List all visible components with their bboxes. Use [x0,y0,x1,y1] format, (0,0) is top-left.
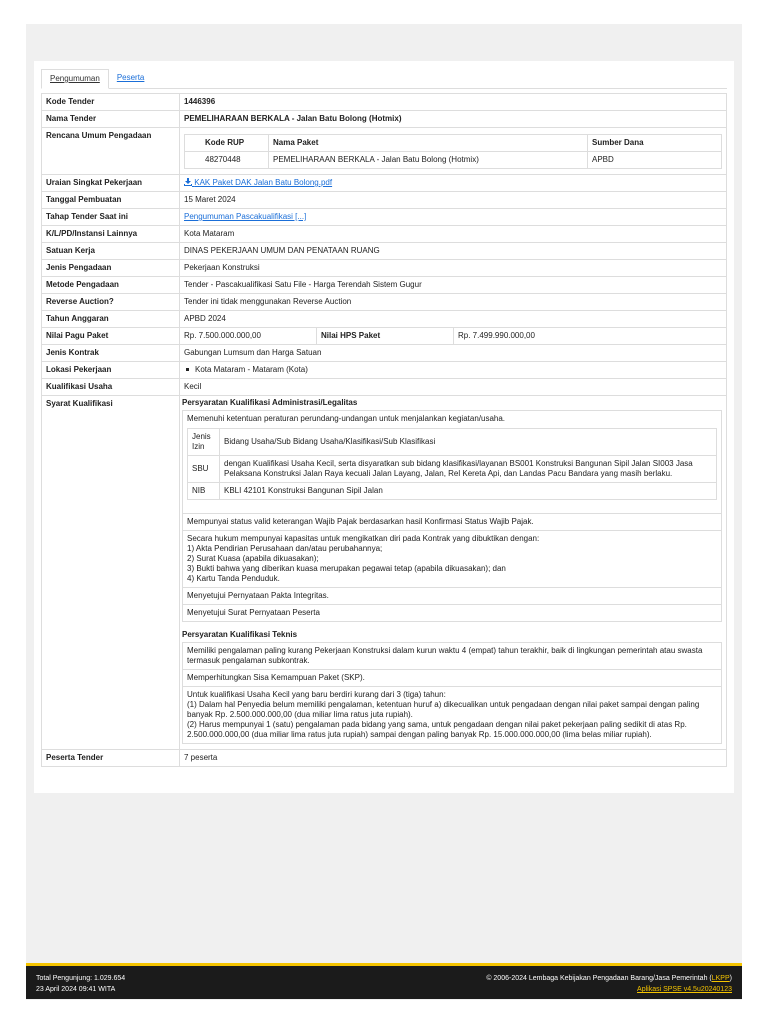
label: Rencana Umum Pengadaan [42,128,180,175]
hps-label: Nilai HPS Paket [317,328,454,345]
label: Nilai Pagu Paket [42,328,180,345]
tab-pengumuman[interactable]: Pengumuman [41,69,109,89]
kontrak-value: Gabungan Lumsum dan Harga Satuan [180,345,727,362]
rup-header-sumber: Sumber Dana [588,135,722,152]
izin-key: Jenis Izin [188,429,220,456]
izin-value: Bidang Usaha/Sub Bidang Usaha/Klasifikasi/Sub Klasifikasi [220,429,717,456]
label: Kualifikasi Usaha [42,379,180,396]
admin-item: Secara hukum mempunyai kapasitas untuk mengikatkan diri pada Kontrak yang dibuktikan dengan: 1) Akta Pendirian Perusahaan dan/atau perubahannya; 2) Surat Kuasa (apabila dikuasakan); 3) Bukti bahwa yang diberikan kuasa merupakan pegawai tetap (apabila dikuasakan); dan 4) Kartu Tanda Penduduk. [182,530,722,588]
kak-filename: KAK Paket DAK Jalan Batu Bolong.pdf [194,178,333,187]
satker-value: DINAS PEKERJAAN UMUM DAN PENATAAN RUANG [180,243,727,260]
lkpp-link[interactable]: LKPP [711,975,730,982]
rup-sumber: APBD [588,152,722,169]
metode-value: Tender - Pascakualifikasi Satu File - Harga Terendah Sistem Gugur [180,277,727,294]
row-rup [42,128,727,175]
teknis-item: Untuk kualifikasi Usaha Kecil yang baru berdiri kurang dari 3 (tiga) tahun: (1) Dalam hal Penyedia belum memiliki pengalaman, ketentuan huruf a) dikecualikan untuk pengadaan dengan nilai paket sampai dengan paling banyak Rp. 2.500.000.000,00 (dua miliar lima ratus juta rupiah). (2) Harus mempunyai 1 (satu) pengalaman pada bidang yang sama, untuk pengadaan dengan nilai paket pekerjaan paling sedikit di atas Rp. 2.500.000.000,00 (dua miliar lima ratus juta rupiah) sampai dengan paling banyak Rp. 15.000.000.000,00 (lima belas miliar rupiah). [182,686,722,744]
row-jenis [42,260,727,277]
row-tanggal [42,192,727,209]
admin-item: Menyetujui Surat Pernyataan Peserta [182,604,722,622]
admin-section-title: Persyaratan Kualifikasi Administrasi/Legalitas [182,398,358,407]
row-metode [42,277,727,294]
copyright-end: ) [729,975,732,982]
label: Kode Tender [42,94,180,111]
izin-value: KBLI 42101 Konstruksi Bangunan Sipil Jalan [220,483,717,500]
hps-value: Rp. 7.499.990.000,00 [454,328,727,345]
row-kode-tender [42,94,727,111]
row-satker [42,243,727,260]
lokasi-value: Kota Mataram - Mataram (Kota) [195,365,308,374]
admin-item: Menyetujui Pernyataan Pakta Integritas. [182,587,722,605]
row-kualifikasi [42,379,727,396]
row-kontrak [42,345,727,362]
admin-intro-text: Memenuhi ketentuan peraturan perundang-undangan untuk menjalankan kegiatan/usaha. [187,414,506,423]
label: K/L/PD/Instansi Lainnya [42,226,180,243]
label: Nama Tender [42,111,180,128]
row-tahap [42,209,727,226]
pagu-value: Rp. 7.500.000.000,00 [180,328,317,345]
row-pagu [42,328,727,345]
download-icon [184,178,192,186]
label: Tahun Anggaran [42,311,180,328]
tahap-link[interactable]: Pengumuman Pascakualifikasi [...] [184,212,307,221]
rup-header-nama: Nama Paket [269,135,588,152]
footer-datetime: 23 April 2024 09:41 WITA [36,986,116,993]
teknis-item: Memiliki pengalaman paling kurang Pekerjaan Konstruksi dalam kurun waktu 4 (empat) tahun terakhir, baik di lingkungan pemerintah atau swasta termasuk pengalaman subkontrak. [182,642,722,670]
label: Jenis Kontrak [42,345,180,362]
label: Tanggal Pembuatan [42,192,180,209]
label: Satuan Kerja [42,243,180,260]
app-version-link[interactable]: Aplikasi SPSE v4.5u20240123 [637,986,732,993]
label: Tahap Tender Saat ini [42,209,180,226]
row-lokasi [42,362,727,379]
rup-kode: 48270448 [185,152,269,169]
klpd-value: Kota Mataram [180,226,727,243]
rup-header-kode: Kode RUP [185,135,269,152]
admin-item: Mempunyai status valid keterangan Wajib Pajak berdasarkan hasil Konfirmasi Status Wajib Pajak. [182,513,722,531]
bullet-icon [186,368,189,371]
row-klpd [42,226,727,243]
admin-intro [182,410,722,514]
row-peserta [42,750,727,767]
teknis-section-title: Persyaratan Kualifikasi Teknis [182,630,298,639]
row-nama-tender [42,111,727,128]
label: Metode Pengadaan [42,277,180,294]
copyright-text: © 2006-2024 Lembaga Kebijakan Pengadaan Barang/Jasa Pemerintah ( [486,975,712,982]
label: Peserta Tender [42,750,180,767]
footer [26,963,742,999]
tender-detail-table [41,93,727,767]
nama-tender-value: PEMELIHARAAN BERKALA - Jalan Batu Bolong (Hotmix) [180,111,727,128]
izin-table [187,428,717,500]
tahun-value: APBD 2024 [180,311,727,328]
row-uraian [42,175,727,192]
peserta-value: 7 peserta [180,750,727,767]
tanggal-value: 15 Maret 2024 [180,192,727,209]
kak-download-link[interactable] [184,178,332,187]
kode-tender-value: 1446396 [180,94,727,111]
row-tahun [42,311,727,328]
label: Syarat Kualifikasi [42,396,180,750]
rup-nama: PEMELIHARAAN BERKALA - Jalan Batu Bolong (Hotmix) [269,152,588,169]
tab-bar [41,69,727,89]
label: Lokasi Pekerjaan [42,362,180,379]
izin-value: dengan Kualifikasi Usaha Kecil, serta disyaratkan sub bidang klasifikasi/layanan BS001 Konstruksi Bangunan Sipil Jalan SI003 Jasa Pelaksana Konstruksi Jalan Raya kecuali Jalan Layang, Jalan, Rel Kereta Api, dan Landas Pacu Bandara yang masih berlaku. [220,456,717,483]
label: Reverse Auction? [42,294,180,311]
izin-key: NIB [188,483,220,500]
jenis-value: Pekerjaan Konstruksi [180,260,727,277]
label: Uraian Singkat Pekerjaan [42,175,180,192]
teknis-item: Memperhitungkan Sisa Kemampuan Paket (SKP). [182,669,722,687]
izin-key: SBU [188,456,220,483]
kualifikasi-value: Kecil [180,379,727,396]
row-syarat [42,396,727,750]
row-reverse [42,294,727,311]
content-panel [34,61,734,793]
reverse-value: Tender ini tidak menggunakan Reverse Auction [180,294,727,311]
tab-peserta[interactable]: Peserta [116,73,145,82]
rup-table [184,134,722,169]
label: Jenis Pengadaan [42,260,180,277]
visitor-count: Total Pengunjung: 1.029.654 [36,975,126,982]
